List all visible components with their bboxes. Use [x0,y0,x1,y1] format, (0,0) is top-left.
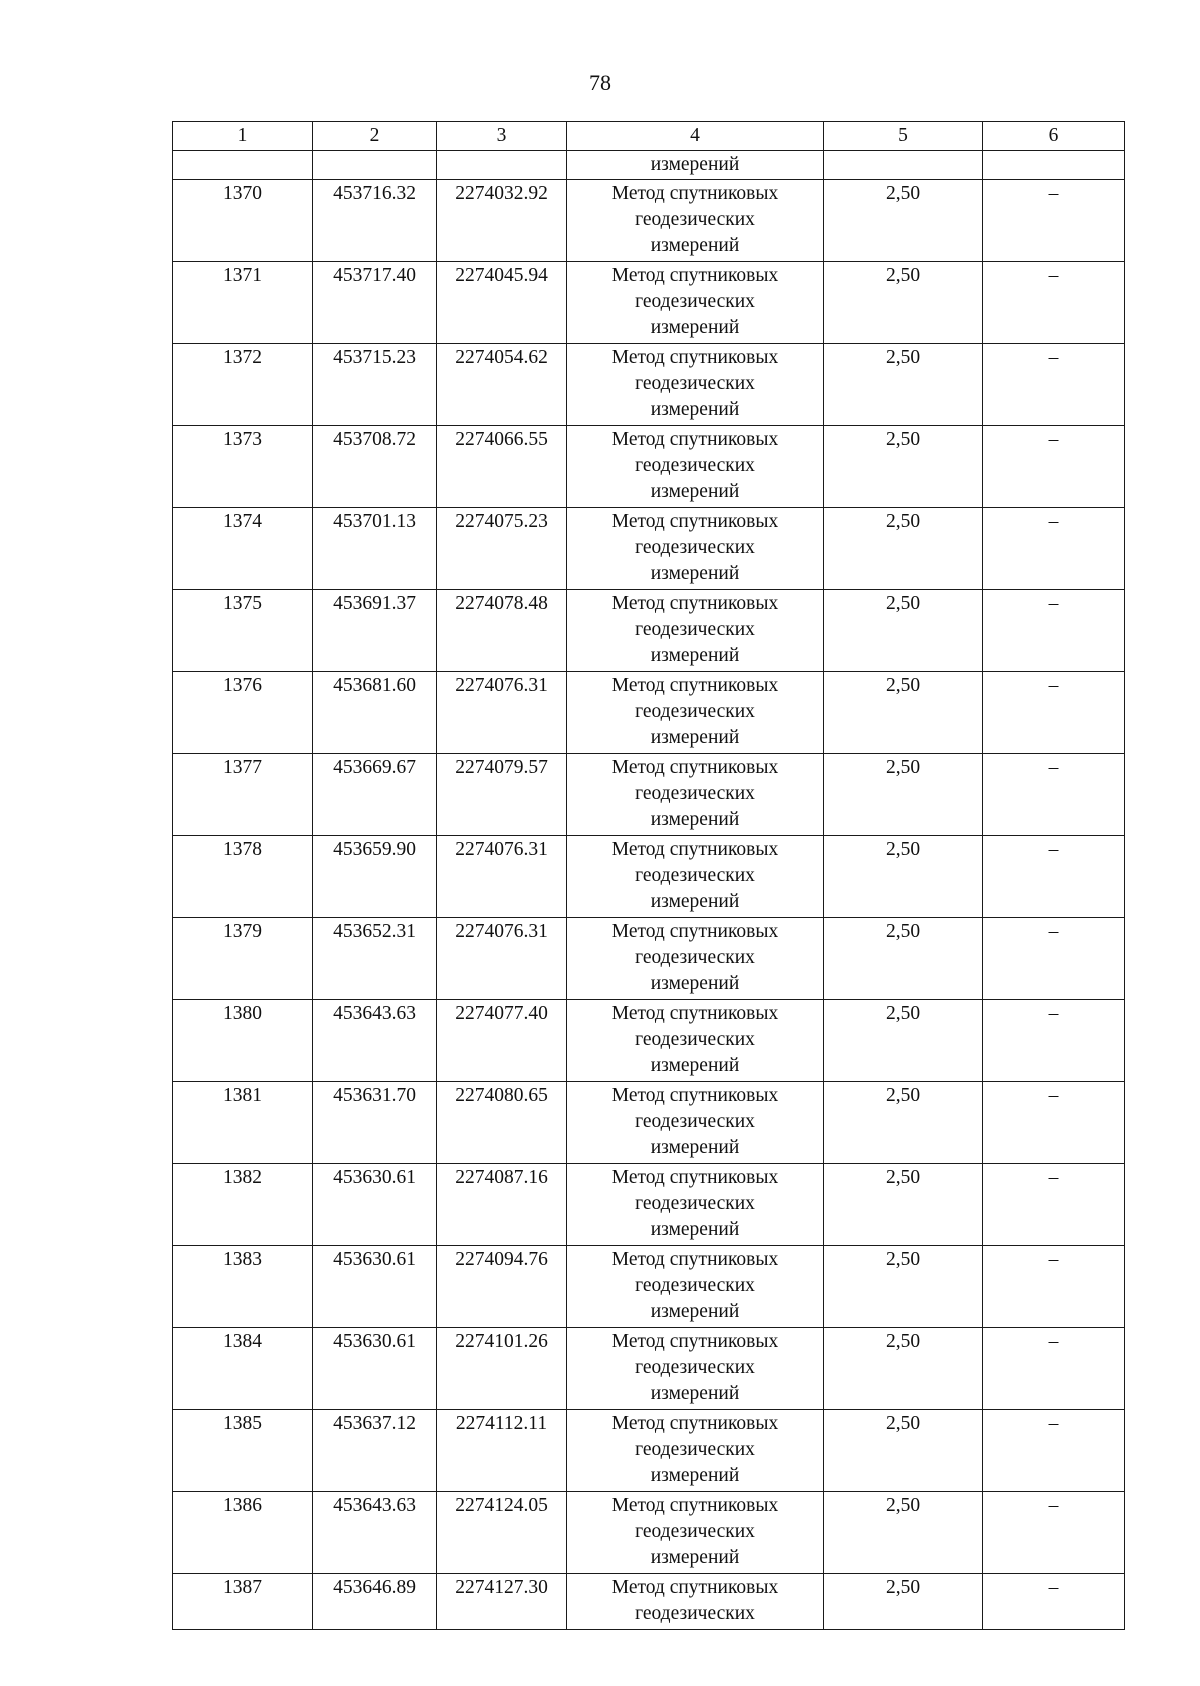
method-line: измерений [650,235,740,256]
column-number: 1 [173,122,313,151]
x-coordinate-cell: 453630.61 [313,1328,437,1410]
empty-cell [824,151,983,180]
table-row [173,344,1125,426]
coordinates-table [172,121,1125,1630]
point-number-cell: 1377 [173,754,313,836]
method-cell [567,1164,824,1246]
method-line: геодезических [635,1521,755,1542]
method-line: Метод спутниковых [611,921,779,942]
method-cell [567,1082,824,1164]
method-line: Метод спутниковых [611,1577,779,1598]
method-cell [567,836,824,918]
table-row [173,426,1125,508]
accuracy-cell: 2,50 [824,754,983,836]
column-number: 2 [313,122,437,151]
method-cell [567,754,824,836]
point-number-cell: 1386 [173,1492,313,1574]
method-line: Метод спутниковых [611,347,779,368]
x-coordinate-cell: 453643.63 [313,1492,437,1574]
note-cell: – [983,836,1125,918]
empty-cell [983,151,1125,180]
accuracy-cell: 2,50 [824,1246,983,1328]
method-line: геодезических [635,1357,755,1378]
page-number: 78 [589,70,611,95]
note-cell: – [983,508,1125,590]
x-coordinate-cell: 453701.13 [313,508,437,590]
x-coordinate-cell: 453630.61 [313,1246,437,1328]
accuracy-cell: 2,50 [824,344,983,426]
y-coordinate-cell: 2274076.31 [437,672,567,754]
x-coordinate-cell: 453646.89 [313,1574,437,1630]
column-number: 5 [824,122,983,151]
method-line: геодезических [635,619,755,640]
point-number-cell: 1385 [173,1410,313,1492]
y-coordinate-cell: 2274080.65 [437,1082,567,1164]
method-line: измерений [650,1383,740,1404]
method-line: Метод спутниковых [611,1413,779,1434]
note-cell: – [983,754,1125,836]
column-number: 6 [983,122,1125,151]
x-coordinate-cell: 453717.40 [313,262,437,344]
method-line: геодезических [635,783,755,804]
method-line: геодезических [635,1111,755,1132]
table-row [173,1328,1125,1410]
y-coordinate-cell: 2274054.62 [437,344,567,426]
method-line: измерений [650,1301,740,1322]
note-cell: – [983,180,1125,262]
method-line: измерений [650,973,740,994]
point-number-cell: 1372 [173,344,313,426]
x-coordinate-cell: 453681.60 [313,672,437,754]
method-line: Метод спутниковых [611,1495,779,1516]
method-line: геодезических [635,1029,755,1050]
y-coordinate-cell: 2274078.48 [437,590,567,672]
table-row [173,672,1125,754]
accuracy-cell: 2,50 [824,426,983,508]
point-number-cell: 1379 [173,918,313,1000]
y-coordinate-cell: 2274127.30 [437,1574,567,1630]
accuracy-cell: 2,50 [824,1164,983,1246]
accuracy-cell: 2,50 [824,590,983,672]
point-number-cell: 1374 [173,508,313,590]
method-line: измерений [650,399,740,420]
method-line: измерений [650,891,740,912]
table-row [173,754,1125,836]
table-row [173,262,1125,344]
point-number-cell: 1373 [173,426,313,508]
x-coordinate-cell: 453716.32 [313,180,437,262]
note-cell: – [983,1164,1125,1246]
table-row [173,1574,1125,1630]
method-cell [567,672,824,754]
point-number-cell: 1381 [173,1082,313,1164]
method-line: геодезических [635,865,755,886]
column-number-row [173,122,1125,151]
x-coordinate-cell: 453637.12 [313,1410,437,1492]
accuracy-cell: 2,50 [824,1574,983,1630]
accuracy-cell: 2,50 [824,1410,983,1492]
y-coordinate-cell: 2274075.23 [437,508,567,590]
method-cell [567,1492,824,1574]
method-line: Метод спутниковых [611,593,779,614]
method-line: геодезических [635,537,755,558]
table-row [173,1246,1125,1328]
point-number-cell: 1378 [173,836,313,918]
method-line: Метод спутниковых [611,757,779,778]
table-row [173,1000,1125,1082]
y-coordinate-cell: 2274076.31 [437,918,567,1000]
table-row [173,1492,1125,1574]
method-line: геодезических [635,1603,755,1624]
table-row [173,918,1125,1000]
point-number-cell: 1371 [173,262,313,344]
table-row [173,508,1125,590]
y-coordinate-cell: 2274076.31 [437,836,567,918]
method-line: измерений [650,645,740,666]
method-cell [567,344,824,426]
accuracy-cell: 2,50 [824,1492,983,1574]
y-coordinate-cell: 2274032.92 [437,180,567,262]
method-line: Метод спутниковых [611,183,779,204]
continuation-row [173,151,1125,180]
point-number-cell: 1376 [173,672,313,754]
method-cell [567,262,824,344]
empty-cell [173,151,313,180]
accuracy-cell: 2,50 [824,262,983,344]
y-coordinate-cell: 2274094.76 [437,1246,567,1328]
note-cell: – [983,1246,1125,1328]
table-row [173,590,1125,672]
note-cell: – [983,1082,1125,1164]
note-cell: – [983,918,1125,1000]
method-line: геодезических [635,1439,755,1460]
note-cell: – [983,1410,1125,1492]
x-coordinate-cell: 453630.61 [313,1164,437,1246]
method-cell [567,590,824,672]
method-line: геодезических [635,947,755,968]
y-coordinate-cell: 2274101.26 [437,1328,567,1410]
y-coordinate-cell: 2274066.55 [437,426,567,508]
note-cell: – [983,672,1125,754]
table-row [173,836,1125,918]
note-cell: – [983,344,1125,426]
column-number: 4 [567,122,824,151]
method-line: измерений [650,1137,740,1158]
table-row [173,1082,1125,1164]
method-line: измерений [650,481,740,502]
accuracy-cell: 2,50 [824,1328,983,1410]
method-line: измерений [650,1547,740,1568]
method-line: Метод спутниковых [611,1003,779,1024]
method-line: Метод спутниковых [611,839,779,860]
point-number-cell: 1382 [173,1164,313,1246]
method-cell [567,1246,824,1328]
table-row [173,180,1125,262]
note-cell: – [983,1000,1125,1082]
point-number-cell: 1380 [173,1000,313,1082]
continued-method-cell: измерений [567,151,824,180]
method-line: Метод спутниковых [611,265,779,286]
empty-cell [313,151,437,180]
table-row [173,1410,1125,1492]
point-number-cell: 1375 [173,590,313,672]
accuracy-cell: 2,50 [824,508,983,590]
y-coordinate-cell: 2274112.11 [437,1410,567,1492]
method-line: геодезических [635,1275,755,1296]
x-coordinate-cell: 453652.31 [313,918,437,1000]
method-line: геодезических [635,291,755,312]
method-cell [567,918,824,1000]
method-cell [567,1410,824,1492]
point-number-cell: 1370 [173,180,313,262]
y-coordinate-cell: 2274045.94 [437,262,567,344]
note-cell: – [983,590,1125,672]
note-cell: – [983,1328,1125,1410]
method-line: Метод спутниковых [611,1085,779,1106]
note-cell: – [983,426,1125,508]
accuracy-cell: 2,50 [824,180,983,262]
x-coordinate-cell: 453715.23 [313,344,437,426]
method-cell [567,1328,824,1410]
method-line: измерений [650,563,740,584]
method-line: измерений [650,1055,740,1076]
column-number: 3 [437,122,567,151]
method-line: Метод спутниковых [611,1249,779,1270]
y-coordinate-cell: 2274087.16 [437,1164,567,1246]
point-number-cell: 1384 [173,1328,313,1410]
note-cell: – [983,262,1125,344]
table-row [173,1164,1125,1246]
point-number-cell: 1387 [173,1574,313,1630]
accuracy-cell: 2,50 [824,672,983,754]
x-coordinate-cell: 453669.67 [313,754,437,836]
method-line: измерений [650,317,740,338]
accuracy-cell: 2,50 [824,1000,983,1082]
accuracy-cell: 2,50 [824,1082,983,1164]
accuracy-cell: 2,50 [824,918,983,1000]
note-cell: – [983,1574,1125,1630]
point-number-cell: 1383 [173,1246,313,1328]
method-cell [567,180,824,262]
y-coordinate-cell: 2274124.05 [437,1492,567,1574]
method-line: геодезических [635,373,755,394]
note-cell: – [983,1492,1125,1574]
method-cell [567,508,824,590]
x-coordinate-cell: 453659.90 [313,836,437,918]
method-cell [567,426,824,508]
x-coordinate-cell: 453643.63 [313,1000,437,1082]
method-line: измерений [650,1219,740,1240]
method-line: измерений [650,727,740,748]
method-line: Метод спутниковых [611,1167,779,1188]
method-line: геодезических [635,455,755,476]
x-coordinate-cell: 453708.72 [313,426,437,508]
method-cell [567,1000,824,1082]
method-line: Метод спутниковых [611,675,779,696]
method-line: геодезических [635,1193,755,1214]
x-coordinate-cell: 453691.37 [313,590,437,672]
accuracy-cell: 2,50 [824,836,983,918]
method-line: геодезических [635,209,755,230]
y-coordinate-cell: 2274077.40 [437,1000,567,1082]
method-line: измерений [650,809,740,830]
method-line: Метод спутниковых [611,429,779,450]
method-cell [567,1574,824,1630]
x-coordinate-cell: 453631.70 [313,1082,437,1164]
method-line: геодезических [635,701,755,722]
method-line: Метод спутниковых [611,1331,779,1352]
method-line: измерений [650,1465,740,1486]
method-line: Метод спутниковых [611,511,779,532]
empty-cell [437,151,567,180]
y-coordinate-cell: 2274079.57 [437,754,567,836]
